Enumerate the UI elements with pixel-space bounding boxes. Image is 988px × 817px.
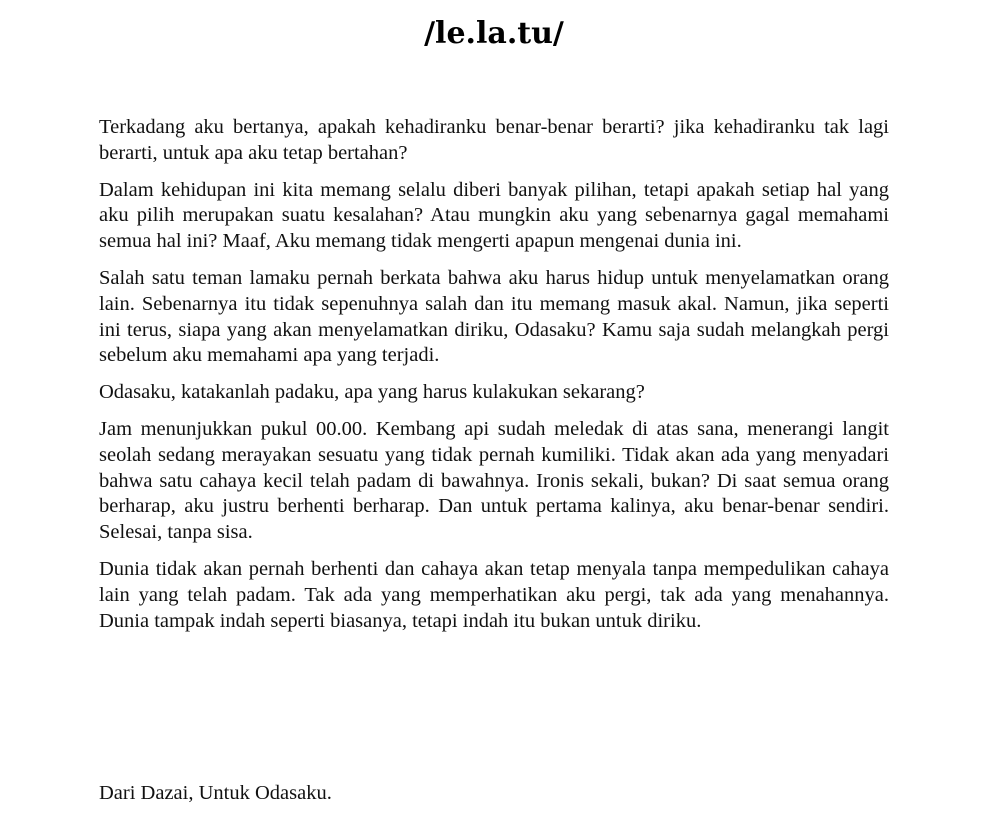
paragraph-6: Dunia tidak akan pernah berhenti dan cahaya akan tetap menyala tanpa mempedulikan cahaya lain yang telah padam. Tak ada yang memperhatikan aku pergi, tak ada yang menahannya. Dunia tampak indah seperti biasanya, tetapi indah itu bukan untuk diriku. (99, 557, 889, 632)
paragraph-3: Salah satu teman lamaku pernah berkata bahwa aku harus hidup untuk menyelamatkan orang lain. Sebenarnya itu tidak sepenuhnya salah dan itu memang masuk akal. Namun, jika seperti ini terus, siapa yang akan menyelamatkan diriku, Odasaku? Kamu saja sudah melangkah pergi sebelum aku memahami apa yang terjadi. (99, 266, 889, 367)
paragraph-4: Odasaku, katakanlah padaku, apa yang harus kulakukan sekarang? (99, 381, 645, 404)
signature: Dari Dazai, Untuk Odasaku. (99, 782, 332, 804)
document-body (99, 115, 889, 645)
paragraph-2: Dalam kehidupan ini kita memang selalu diberi banyak pilihan, tetapi apakah setiap hal yang aku pilih merupakan suatu kesalahan? Atau mungkin aku yang sebenarnya gagal memahami semua hal ini? Maaf, Aku memang tidak mengerti apapun mengenai dunia ini. (99, 178, 889, 253)
paragraph-1: Terkadang aku bertanya, apakah kehadiranku benar-benar berarti? jika kehadiranku tak lagi berarti, untuk apa aku tetap bertahan? (99, 116, 889, 164)
page-title: /le.la.tu/ (424, 16, 564, 51)
paragraph-5: Jam menunjukkan pukul 00.00. Kembang api sudah meledak di atas sana, menerangi langit seolah sedang merayakan sesuatu yang tidak pernah kumiliki. Tidak akan ada yang menyadari bahwa satu cahaya kecil telah padam di bawahnya. Ironis sekali, bukan? Di saat semua orang berharap, aku justru berhenti berharap. Dan untuk pertama kalinya, aku benar-benar sendiri. Selesai, tanpa sisa. (99, 417, 889, 544)
